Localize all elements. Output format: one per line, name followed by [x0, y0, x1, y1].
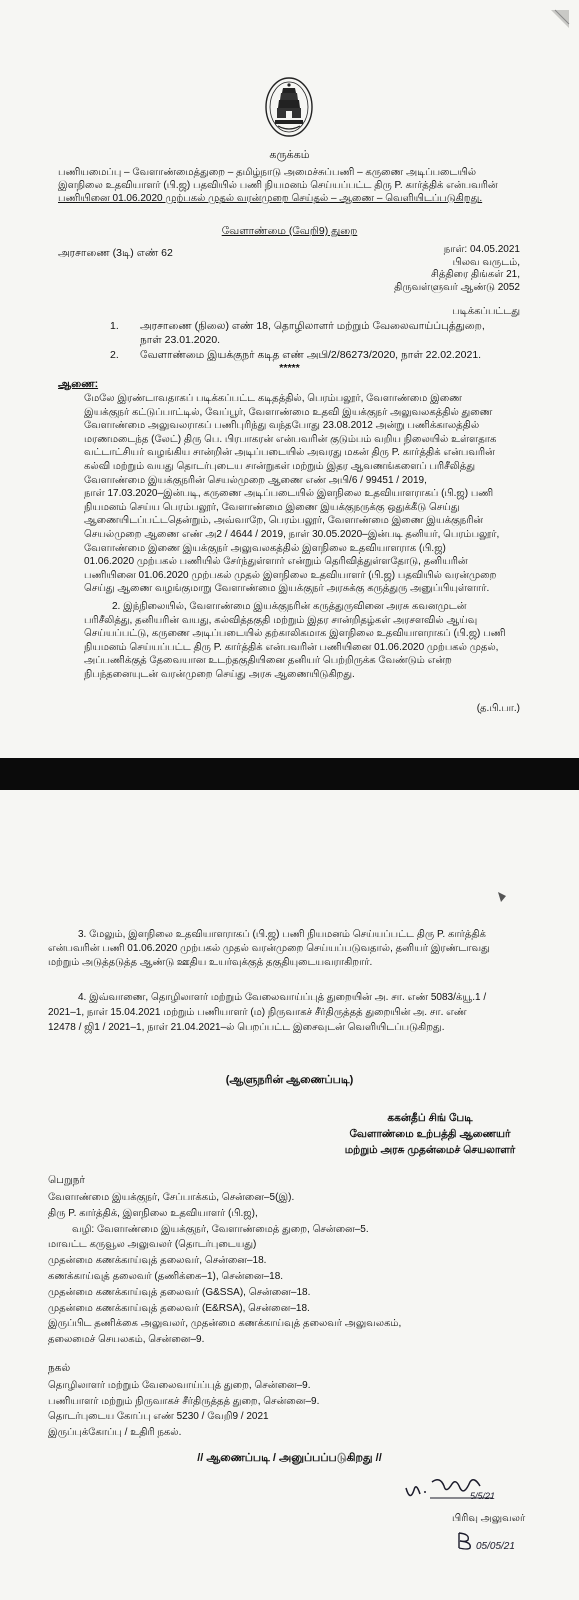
paragraph-line: 3. மேலும், இளநிலை உதவியாளராகப் (பி.ஜ) பணி நியமனம் செய்யப்பட்ட திரு P. கார்த்திக்	[78, 929, 486, 940]
copy-item: தொழிலாளர் மற்றும் வேலைவாய்ப்புத் துறை, சென்னை–9.	[48, 1380, 311, 1391]
initial-mark-icon	[456, 1530, 476, 1552]
please-turn-over: (த.பி.பா.)	[476, 703, 520, 714]
paragraph-line: நியமனம் செய்யப்பட்ட திரு P. கார்த்திக் என்பவரின் பணியினை 01.06.2020 முற்பகல் முதல்,	[84, 641, 499, 653]
paragraph-line: வட்டாட்சியர் வழங்கிய சான்றின் அடிப்படையில் அவரது மகன் திரு P. கார்த்திக் என்பவரின்	[84, 447, 495, 459]
paragraph-line: 12478 / ஜி1 / 2021–1, நாள் 21.04.2021–ல் பெறப்பட்ட இசைவுடன் வெளியிடப்படுகிறது.	[48, 1022, 445, 1033]
paragraph-line: 2021–1, நாள் 15.04.2021 மற்றும் பணியாளர் (ம) நிருவாகச் சீர்திருத்தத் துறையின் அ. சா. எண்	[48, 1007, 467, 1018]
reference-item	[140, 349, 530, 363]
date-line: சித்திரை திங்கள் 21,	[431, 269, 520, 280]
subject-line: பணியினை 01.06.2020 முற்பகல் முதல் வரன்முறை செய்தல் – ஆணை – வெளியிடப்படுகிறது.	[58, 193, 483, 204]
by-order-of-governor: (ஆளுநரின் ஆணைப்படி)	[225, 1074, 354, 1086]
signatory-designation: மற்றும் அரசு முதன்மைச் செயலாளர்	[344, 1144, 516, 1156]
document-page-1	[0, 0, 579, 758]
paragraph-line: மேலே இரண்டாவதாகப் படிக்கப்பட்ட கடிதத்தில், பெரம்பலூர், வேளாண்மை இணை	[84, 393, 462, 404]
reference-line: வேளாண்மை இயக்குநர் கடித எண் அபி/2/86273/2020, நாள் 22.02.2021.	[140, 349, 482, 361]
pen-mark-icon	[496, 890, 508, 904]
read-label: படிக்கப்பட்டது	[452, 306, 520, 317]
recipient-item: தலைமைச் செயலகம், சென்னை–9.	[48, 1334, 205, 1346]
separator-stars: *****	[279, 362, 300, 374]
signatory-name: ககன்தீப் சிங் பேடி	[387, 1112, 473, 1124]
paragraph-line: நிபந்தனையுடன் வரன்முறை செய்து அரசு ஆணையிடுகிறது.	[84, 668, 355, 680]
copy-item: தொடர்புடைய கோப்பு எண் 5230 / வேறி9 / 2021	[48, 1411, 269, 1422]
reference-line: அரசாணை (நிலை) எண் 18, தொழிலாளர் மற்றும் வேலைவாய்ப்புத்துறை,	[140, 320, 485, 332]
document-heading: கருக்கம்	[269, 149, 310, 161]
copy-to-label: நகல்	[48, 1362, 71, 1374]
subject-line: பணியமைப்பு – வேளாண்மைத்துறை – தமிழ்நாடு அமைச்சுப்பணி – கருணை அடிப்படையில்	[58, 167, 477, 178]
recipient-item: முதன்மை கணக்காய்வுத் தலைவர் (G&SSA), சென்னை–18.	[48, 1286, 311, 1298]
paragraph-line: வேளாண்மை இணை இயக்குநர் அலுவலகத்தில் இளநிலை உதவியாளராக (பி.ஜ)	[84, 542, 446, 554]
paragraph-line: ஆணையிடப்பட்டதென்றும், அவ்வாறே, பெரம்பலூர், வேளாண்மை இணை இயக்குநரின்	[84, 515, 484, 527]
paragraph-line: பரிசீலித்து, தனியரின் வயது, கல்வித்தகுதி மற்றும் இதர சான்றிதழ்கள் அரசளவில் ஆய்வு	[84, 614, 478, 626]
recipient-item: திரு P. கார்த்திக், இளநிலை உதவியாளர் (பி.ஜ),	[48, 1207, 258, 1219]
paragraph-line: 4. இவ்வாணை, தொழிலாளர் மற்றும் வேலைவாய்ப்புத் துறையின் அ. சா. எண் 5083/க்யூ.1 /	[78, 992, 487, 1003]
department-title: வேளாண்மை (வேறி9) துறை	[221, 225, 358, 237]
paragraph-line: இயக்குநர் கட்டுப்பாட்டில், வேப்பூர், வேளாண்மை உதவி இயக்குநர் அலுவலகத்தில் துணை	[84, 406, 493, 418]
recipient-item: மாவட்ட கருவூல அலுவலர் (தொடர்புடையது)	[48, 1239, 257, 1251]
paragraph-1	[84, 392, 520, 596]
paragraph-line: நியமனம் செய்ய பெரம்பலூர், வேளாண்மை இணை இயக்குநருக்கு ஒதுக்கீடு செய்து	[84, 501, 460, 513]
date-line: நாள்: 04.05.2021	[443, 244, 520, 255]
recipient-item: இருப்பிட தணிக்கை அலுவலர், முதன்மை கணக்காய்வுத் தலைவர் அலுவலகம்,	[48, 1318, 402, 1330]
date-line: பிலவ வருடம்,	[452, 256, 520, 268]
signature-date: 5/5/21	[470, 1491, 496, 1501]
paragraph-line: மரணமடைந்த (லேட்) திரு பெ. பிரபாகரன் என்பவரின் குடும்பம் வறிய நிலையில் உள்ளதாக	[84, 433, 497, 445]
forwarded-by-order: // ஆணைப்படி / அனுப்பப்படுகிறது //	[197, 1452, 382, 1464]
tamil-nadu-emblem-icon	[264, 76, 314, 138]
date-line: திருவள்ளுவர் ஆண்டு 2052	[394, 281, 520, 293]
copy-item: பணியாளர் மற்றும் நிருவாகச் சீர்திருத்தத் துறை, சென்னை–9.	[48, 1395, 320, 1407]
recipient-item: முதன்மை கணக்காய்வுத் தலைவர் (E&RSA), சென்னை–18.	[48, 1302, 310, 1314]
order-label: ஆணை:	[58, 378, 99, 390]
recipients-label: பெறுநர்	[48, 1174, 85, 1186]
paragraph-3	[48, 928, 526, 970]
paragraph-line: என்பவரின் பணி 01.06.2020 முற்பகல் முதல் வரன்முறை செய்யப்படுவதால், தனியர் இரண்டாவது	[48, 943, 490, 954]
paragraph-line: வேளாண்மை இயக்குநரின் செயல்முறை ஆணை எண் அபி/6 / 99451 / 2019,	[84, 474, 427, 486]
recipient-item: முதன்மை கணக்காய்வுத் தலைவர், சென்னை–18.	[48, 1255, 267, 1267]
reference-item	[140, 320, 530, 347]
paragraph-line: 01.06.2020 முற்பகல் பணியில் சேர்ந்துள்ளார் என்றும் தெரிவித்துள்ளதோடு, தனியரின்	[84, 556, 468, 568]
document-page-2	[0, 790, 579, 1600]
paragraph-line: அப்பணிக்குத் தேவையான உடற்தகுதியினை தனியர் பெற்றிருக்க வேண்டும் என்ற	[84, 655, 452, 667]
government-order-number: அரசாணை (3டி) எண் 62	[58, 247, 173, 259]
paragraph-line: செயல்முறை ஆணை எண் அ2 / 4644 / 2019, நாள் 30.05.2020–இன்படி தனியர், பெரம்பலூர்,	[84, 528, 500, 540]
section-officer-label: பிரிவு அலுவலர்	[452, 1513, 526, 1524]
paragraph-line: கல்வி மற்றும் வயது தொடர்புடைய சான்றுகள் மற்றும் இதர ஆவணங்களைப் பரிசீலித்து	[84, 460, 475, 472]
paragraph-line: நாள் 17.03.2020–இன்படி, கருணை அடிப்படையில் இளநிலை உதவியாளராகப் (பி.ஜ) பணி	[84, 488, 494, 500]
reference-number: 1.	[110, 320, 119, 332]
copy-item: இருப்புக்கோப்பு / உதிரி நகல்.	[48, 1426, 182, 1438]
paragraph-line: வேளாண்மை அலுவலராகப் பணிபுரிந்து வந்தபோது 23.08.2012 அன்று பணிக்காலத்தில்	[84, 420, 480, 432]
reference-line: நாள் 23.01.2020.	[140, 333, 221, 346]
subject-line: இளநிலை உதவியாளர் (பி.ஜ) பதவியில் பணி நியமனம் செய்யப்பட்ட திரு P. கார்த்திக் என்பவரின்	[58, 180, 498, 191]
paragraph-line: செய்யப்பட்டு, கருணை அடிப்படையில் தற்காலிகமாக இளநிலை உதவியாளராகப் (பி.ஜ) பணி	[84, 628, 506, 640]
signatory-designation: வேளாண்மை உற்பத்தி ஆணையர்	[349, 1128, 511, 1140]
paragraph-line: 2. இந்நிலையில், வேளாண்மை இயக்குநரின் கருத்துருவினை அரசு கவனமுடன்	[112, 601, 467, 612]
recipient-item: வேளாண்மை இயக்குநர், சேப்பாக்கம், சென்னை–5(இ).	[48, 1192, 295, 1203]
paragraph-line: மற்றும் அடுத்தடுத்த ஆண்டு ஊதிய உயர்வுக்குத் தகுதியுடையவராகிறார்.	[48, 957, 373, 968]
signatory-block	[310, 1110, 550, 1158]
subject	[58, 166, 528, 205]
paragraph-4	[48, 990, 526, 1035]
reference-number: 2.	[110, 349, 119, 361]
recipient-item: வழி: வேளாண்மை இயக்குநர், வேளாண்மைத் துறை, சென்னை–5.	[72, 1223, 369, 1235]
recipients-list	[48, 1190, 488, 1348]
recipient-item: கணக்காய்வுத் தலைவர் (தணிக்கை–1), சென்னை–18.	[48, 1270, 284, 1282]
order-date-block	[340, 244, 520, 294]
initial-date: 05/05/21	[476, 1541, 515, 1552]
page-corner-mark	[549, 8, 571, 30]
paragraph-line: பணியினை 01.06.2020 முற்பகல் முதல் இளநிலை உதவியாளர் (பி.ஜ) பதவியில் வரன்முறை	[84, 569, 497, 581]
copy-to-list	[48, 1378, 488, 1440]
paragraph-2	[84, 600, 520, 682]
paragraph-line: செய்து ஆணை வழங்குமாறு வேளாண்மை இயக்குநர் அரசுக்கு கருத்துரு அனுப்பியுள்ளார்.	[84, 583, 490, 595]
